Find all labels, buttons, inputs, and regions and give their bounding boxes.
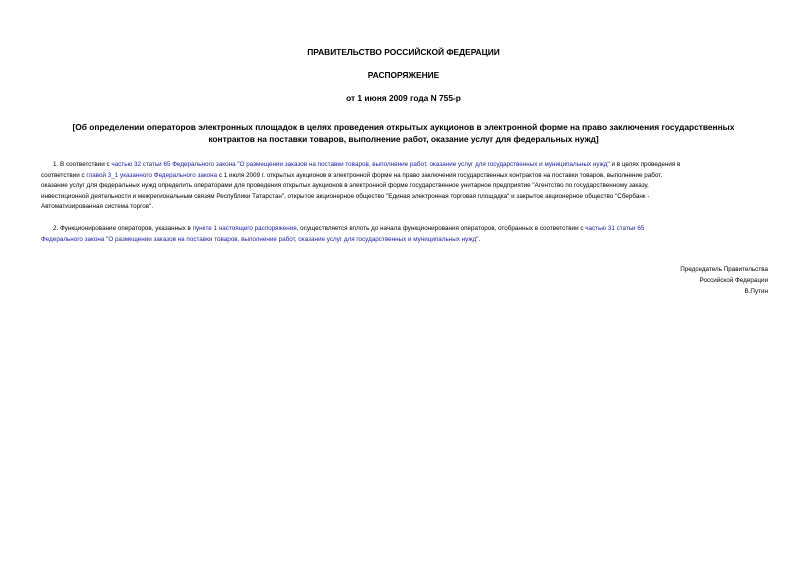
date-number-heading: от 1 июня 2009 года N 755-р: [346, 93, 461, 103]
law-chapter-link[interactable]: главой 3_1 указанного Федерального закона: [86, 171, 218, 179]
paragraph-1: [41, 160, 767, 213]
paragraph-1-line: Автоматизированная система торгов".: [41, 203, 154, 210]
subject-line-1: [Об определении операторов электронных площадок в целях проведения открытых аукционов в электронной форме на право заключения государственных: [72, 122, 735, 132]
paragraph-text: ": [235, 161, 240, 168]
paragraph-text: , осуществляется вплоть до начала функционирования операторов, отобранных в соответствии с: [296, 225, 586, 232]
law-article-link[interactable]: частью 32 статьи 65 Федерального закона: [111, 161, 236, 168]
paragraph-text: соответствии с: [41, 171, 87, 179]
signature-country: Российской Федерации: [699, 276, 768, 284]
signature-position: Председатель Правительства: [680, 266, 768, 273]
signature-block: [680, 265, 768, 297]
law-title-link[interactable]: О размещении заказов на поставки товаров, выполнение работ, оказание услуг для государственных и муниципальных нужд: [239, 161, 608, 168]
paragraph-2-line: [41, 235, 767, 246]
paragraph-2: [41, 224, 767, 245]
paragraph-text: с 1 июля 2009 г. открытых аукционов в электронной форме на право заключения государственных контрактов на поставки товаров, выполнение работ,: [217, 171, 663, 179]
paragraph-text: " и в целях проведения в: [607, 161, 681, 168]
paragraph-1-line: оказание услуг для федеральных нужд определить операторами для проведения открытых аукционов в электронной форме государственное унитарное предприятие "Агентство по государственному заказу,: [41, 182, 649, 189]
signature-name: В.Путин: [744, 287, 768, 295]
order-item-link[interactable]: пункте 1 настоящего распоряжения: [192, 225, 297, 232]
paragraph-text: ": [104, 235, 109, 243]
paragraph-2-line: [41, 224, 767, 235]
government-heading: ПРАВИТЕЛЬСТВО РОССИЙСКОЙ ФЕДЕРАЦИИ: [307, 47, 500, 57]
subject-line-2: контрактов на поставки товаров, выполнение работ, оказание услуг для федеральных нужд]: [208, 134, 599, 144]
paragraph-1-line: [41, 160, 767, 171]
paragraph-text: 2. Функционирование операторов, указанных в: [53, 225, 193, 232]
paragraph-1-line: [41, 171, 767, 182]
paragraph-text: ".: [476, 235, 481, 243]
law-article-link[interactable]: частью 31 статьи 65: [585, 225, 645, 232]
law-title-link[interactable]: О размещении заказов на поставки товаров, выполнение работ, оказание услуг для государственных и муниципальных нужд: [108, 235, 477, 243]
document-type-heading: РАСПОРЯЖЕНИЕ: [367, 70, 440, 80]
federal-law-link[interactable]: Федерального закона: [41, 235, 105, 243]
paragraph-text: 1. В соответствии с: [53, 161, 112, 168]
paragraph-1-line: инвестиционной деятельности и межрегиональным связям Республики Татарстан", открытое акционерное общество "Единая электронная торговая площадка" и закрытое акционерное общество "Сбербанк -: [41, 192, 650, 200]
document-subject: [36, 121, 771, 145]
